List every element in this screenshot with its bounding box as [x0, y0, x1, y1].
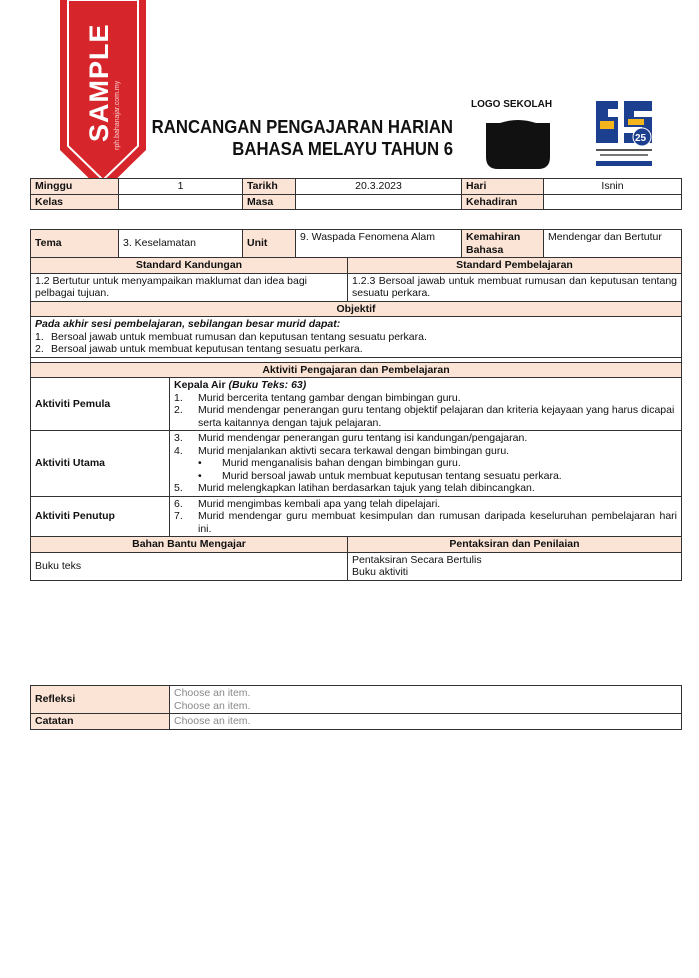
penutup-item: 7. Murid mendengar guru membuat kesimpulan dan rumusan daripada keseluruhan pembelajaran hari ini. [174, 510, 677, 535]
reflection-table [30, 685, 682, 730]
standard-pembelajaran-text: 1.2.3 Bersoal jawab untuk membuat rumusan dan keputusan tentang sesuatu perkara. [348, 273, 682, 301]
kehadiran-label: Kehadiran [462, 194, 544, 210]
aktiviti-utama-body [170, 431, 682, 497]
hari-value[interactable]: Isnin [544, 179, 682, 195]
minggu-value[interactable]: 1 [119, 179, 243, 195]
plan-table [30, 229, 682, 581]
aktiviti-utama-label: Aktiviti Utama [31, 431, 170, 497]
kelas-label: Kelas [31, 194, 119, 210]
pentaksiran-value[interactable] [348, 552, 682, 580]
minggu-label: Minggu [31, 179, 119, 195]
kelas-value[interactable] [119, 194, 243, 210]
penutup-item: 6. Murid mengimbas kembali apa yang telah dipelajari. [174, 497, 441, 510]
page-title [152, 116, 453, 160]
objektif-item: 2. Bersoal jawab untuk membuat keputusan tentang sesuatu perkara. [35, 343, 363, 355]
pentaksiran-line: Pentaksiran Secara Bertulis [352, 553, 482, 566]
catatan-label: Catatan [31, 714, 170, 730]
bbm-header: Bahan Bantu Mengajar [31, 537, 348, 553]
logo-label: LOGO SEKOLAH [471, 99, 553, 110]
standard-kandungan-header: Standard Kandungan [31, 258, 348, 274]
refleksi-value[interactable] [170, 686, 682, 714]
logo-number: 25 [635, 133, 647, 144]
pentaksiran-line: Buku aktiviti [352, 566, 409, 578]
refleksi-dropdown[interactable]: Choose an item. [174, 687, 251, 699]
tarikh-label: Tarikh [243, 179, 296, 195]
utama-item: 4. Murid menjalankan aktivti secara terkawal dengan bimbingan guru. [174, 444, 510, 457]
aktiviti-pemula-label: Aktiviti Pemula [31, 378, 170, 431]
school-logo-shield-icon [482, 117, 554, 171]
catatan-dropdown[interactable]: Choose an item. [170, 714, 682, 730]
refleksi-dropdown[interactable]: Choose an item. [174, 699, 251, 712]
pemula-heading: Kepala Air (Buku Teks: 63) [174, 379, 307, 391]
utama-item: 3. Murid mendengar penerangan guru tentang isi kandungan/pengajaran. [174, 432, 528, 444]
utama-bullet: • Murid menganalisis bahan dengan bimbingan guru. [198, 457, 461, 469]
info-table [30, 178, 682, 210]
standard-pembelajaran-header: Standard Pembelajaran [348, 258, 682, 274]
pemula-item: 1. Murid bercerita tentang gambar dengan bimbingan guru. [174, 391, 461, 404]
ministry-logo-icon [590, 99, 658, 169]
hari-label: Hari [462, 179, 544, 195]
unit-value[interactable]: 9. Waspada Fenomena Alam [296, 230, 462, 258]
pentaksiran-header: Pentaksiran dan Penilaian [348, 537, 682, 553]
standard-kandungan-text: 1.2 Bertutur untuk menyampaikan maklumat dan idea bagi pelbagai tujuan. [31, 273, 348, 301]
bbm-value[interactable]: Buku teks [31, 552, 348, 580]
aktiviti-pemula-body [170, 378, 682, 431]
title-line-2: BAHASA MELAYU TAHUN 6 [232, 139, 453, 159]
objektif-body [31, 317, 682, 358]
kemahiran-value[interactable]: Mendengar dan Bertutur [544, 230, 682, 258]
unit-label: Unit [243, 230, 296, 258]
objektif-header: Objektif [31, 301, 682, 317]
objektif-item: 1. Bersoal jawab untuk membuat rumusan dan keputusan tentang sesuatu perkara. [35, 330, 427, 343]
objektif-intro: Pada akhir sesi pembelajaran, sebilangan besar murid dapat: [35, 318, 341, 330]
aktiviti-penutup-body [170, 496, 682, 537]
ribbon-subtext: rph.bahanajar.com.my [114, 80, 121, 150]
tarikh-value[interactable]: 20.3.2023 [296, 179, 462, 195]
masa-label: Masa [243, 194, 296, 210]
aktiviti-penutup-label: Aktiviti Penutup [31, 496, 170, 537]
tema-label: Tema [31, 230, 119, 258]
masa-value[interactable] [296, 194, 462, 210]
utama-item: 5. Murid melengkapkan latihan berdasarkan tajuk yang telah dibincangkan. [174, 482, 535, 494]
pemula-item: 2. Murid mendengar penerangan guru tentang objektif pelajaran dan kriteria kejayaan yang harus dicapai serta kaitannya dengan tajuk pelajaran. [174, 404, 675, 429]
refleksi-label: Refleksi [31, 686, 170, 714]
aktiviti-header: Aktiviti Pengajaran dan Pembelajaran [31, 362, 682, 378]
title-line-1: RANCANGAN PENGAJARAN HARIAN [151, 117, 453, 137]
tema-value[interactable]: 3. Keselamatan [119, 230, 243, 258]
kemahiran-label: Kemahiran Bahasa [462, 230, 544, 258]
kehadiran-value[interactable] [544, 194, 682, 210]
ribbon-text: SAMPLE [84, 23, 114, 142]
utama-bullet: • Murid bersoal jawab untuk membuat keputusan tentang sesuatu perkara. [198, 469, 562, 482]
